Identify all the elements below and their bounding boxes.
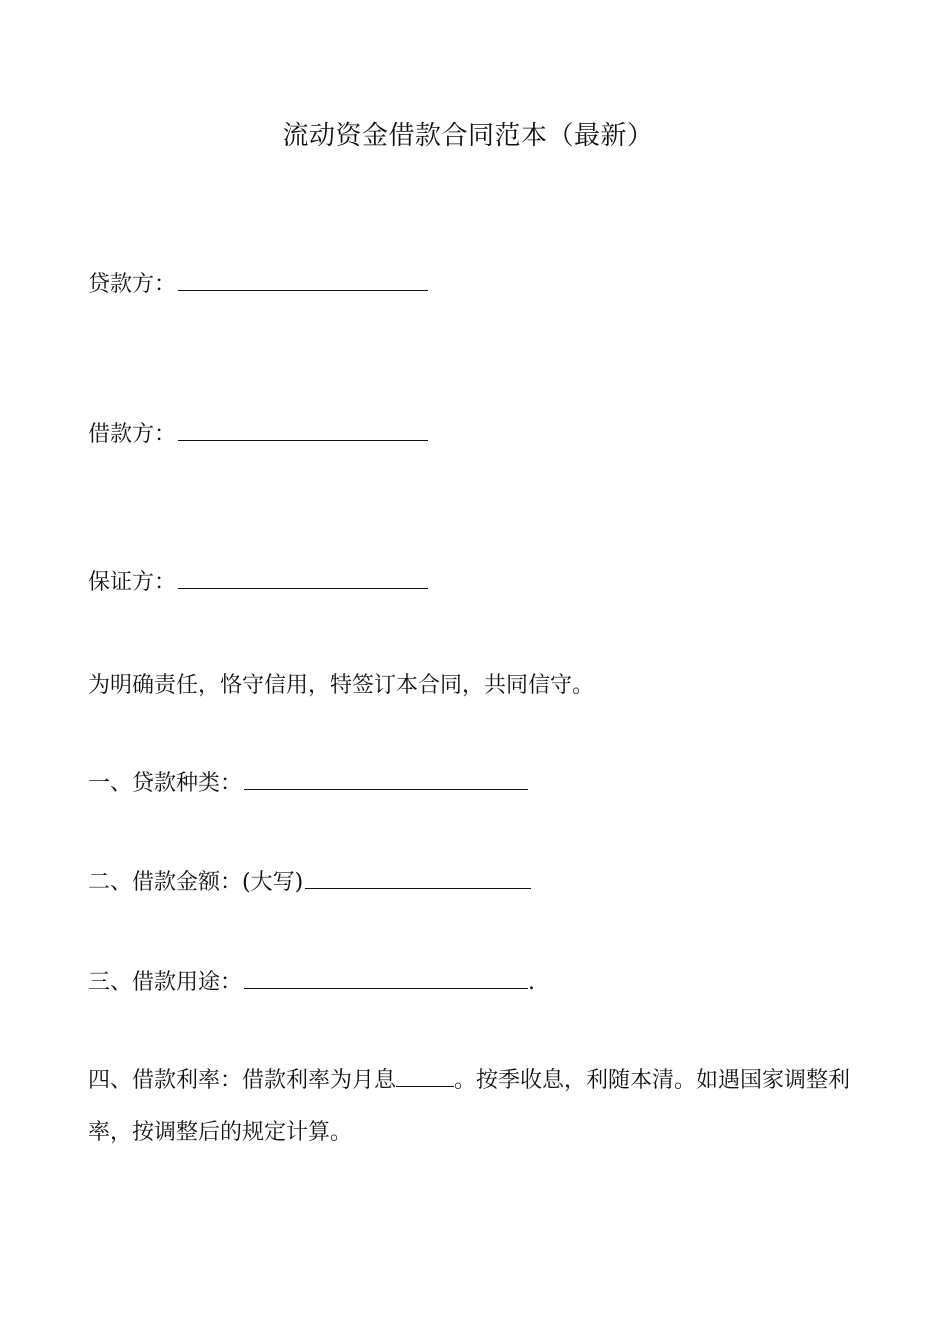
- borrower-blank[interactable]: [178, 418, 428, 441]
- clause-2: [88, 866, 531, 899]
- clause-1: [88, 767, 528, 800]
- lender-label: 贷款方：: [88, 272, 177, 297]
- clause-2-label: 二、借款金额：(大写): [88, 870, 304, 895]
- loan-amount-blank[interactable]: [305, 866, 531, 889]
- guarantor-blank[interactable]: [178, 566, 428, 589]
- clause-3-label: 三、借款用途：: [88, 970, 243, 995]
- loan-type-blank[interactable]: [244, 767, 528, 790]
- guarantor-line: [88, 566, 428, 599]
- preamble: 为明确责任，恪守信用，特签订本合同，共同信守。: [88, 673, 595, 698]
- clause-3-suffix: .: [528, 970, 536, 995]
- interest-rate-blank[interactable]: [396, 1064, 454, 1087]
- lender-blank[interactable]: [178, 268, 428, 291]
- lender-line: [88, 268, 428, 301]
- clause-4-part2: 。按季收息，利随本清。如遇国家调整利率，按调整后的规定计算。: [88, 1068, 851, 1145]
- clause-3: [88, 966, 535, 999]
- guarantor-label: 保证方：: [88, 570, 177, 595]
- clause-4-part1: 四、借款利率：借款利率为月息: [88, 1068, 397, 1093]
- clause-1-label: 一、贷款种类：: [88, 771, 243, 796]
- document-title: 流动资金借款合同范本（最新）: [282, 121, 654, 151]
- borrower-line: [88, 418, 428, 451]
- clause-4: [88, 1055, 868, 1159]
- borrower-label: 借款方：: [88, 422, 177, 447]
- loan-purpose-blank[interactable]: [244, 966, 528, 989]
